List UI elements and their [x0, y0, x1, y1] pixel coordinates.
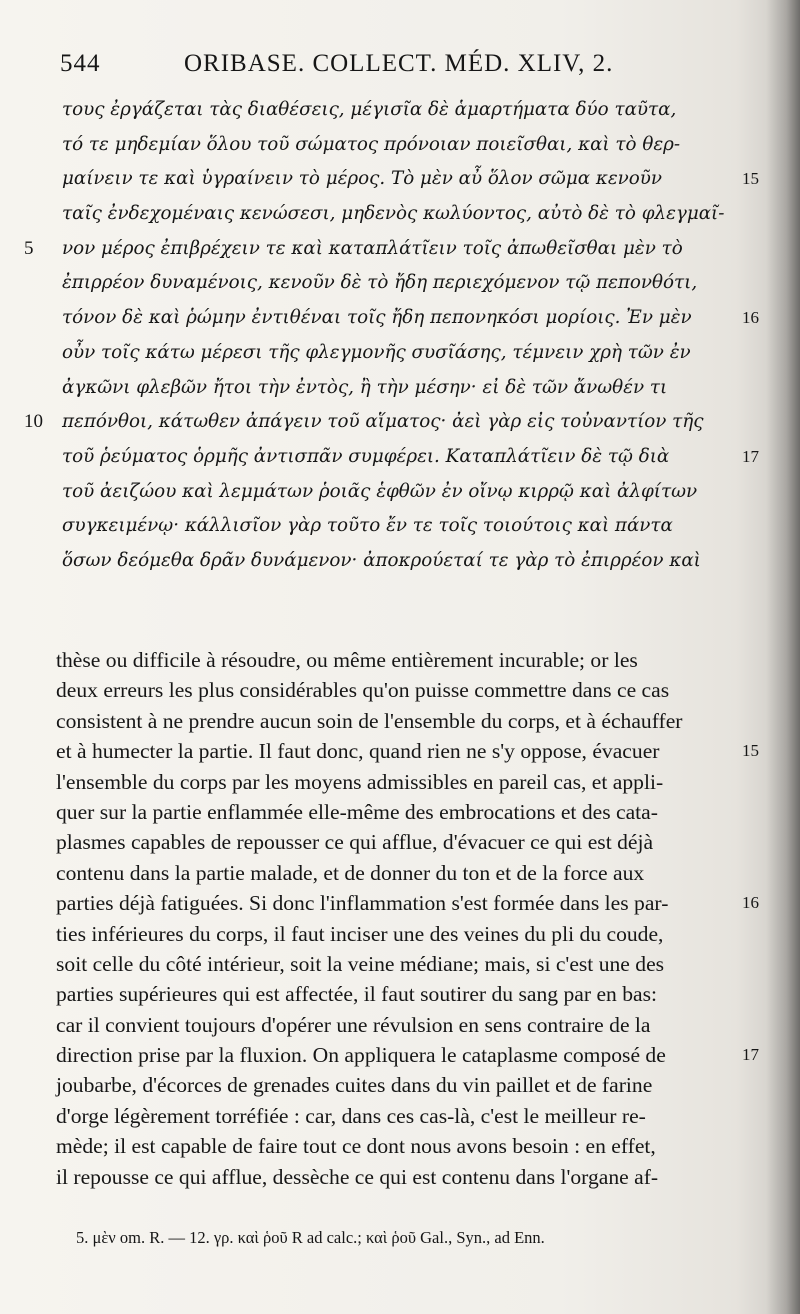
greek-line-text: μαίνειν τε καὶ ὑγραίνειν τὸ μέρος. Τὸ μὲν αὖ ὅλον σῶμα κενοῦν [62, 168, 662, 190]
french-line-text: direction prise par la fluxion. On appliquera le cataplasme composé de [56, 1043, 666, 1068]
french-line-text: contenu dans la partie malade, et de donner du ton et de la force aux [56, 860, 645, 885]
french-line-text: mède; il est capable de faire tout ce dont nous avons besoin : en effet, [56, 1134, 656, 1159]
french-line [0, 979, 800, 1009]
french-line [0, 919, 800, 949]
line-number: 5 [24, 237, 34, 259]
french-line-text: deux erreurs les plus considérables qu'on puisse commettre dans ce cas [56, 678, 670, 703]
french-line-text: car il convient toujours d'opérer une révulsion en sens contraire de la [56, 1012, 651, 1037]
french-line [0, 827, 800, 857]
french-line [0, 767, 800, 797]
greek-line [0, 266, 800, 301]
french-line [0, 1131, 800, 1161]
greek-text-block [0, 93, 800, 579]
running-title: ORIBASE. COLLECT. MÉD. XLIV, 2. [184, 50, 614, 77]
greek-line [0, 509, 800, 544]
greek-line-text: ταῖς ἐνδεχομέναις κενώσεσι, μηδενὸς κωλύοντος, αὐτὸ δὲ τὸ φλεγμαῖ- [62, 203, 725, 225]
french-line [0, 736, 800, 766]
french-line [0, 888, 800, 918]
page-number: 544 [60, 50, 101, 77]
french-line-text: quer sur la partie enflammée elle-même des embrocations et des cata- [56, 799, 658, 824]
french-line [0, 1162, 800, 1192]
greek-line-text: τους ἐργάζεται τὰς διαθέσεις, μέγισῖα δὲ ἁμαρτήματα δύο ταῦτα, [62, 99, 677, 120]
french-line-text: d'orge légèrement torréfiée : car, dans ces cas-là, c'est le meilleur re- [56, 1103, 646, 1128]
greek-line [0, 93, 800, 128]
french-line-text: thèse ou difficile à résoudre, ou même entièrement incurable; or les [56, 648, 638, 672]
french-line-text: il repousse ce qui afflue, dessèche ce qui est contenu dans l'organe af- [56, 1164, 659, 1189]
french-line-text: soit celle du côté intérieur, soit la veine médiane; mais, si c'est une des [56, 951, 665, 976]
greek-line [0, 544, 800, 579]
french-line [0, 1010, 800, 1040]
greek-line-text: τόνον δὲ καὶ ῥώμην ἐντιθέναι τοῖς ἤδη πεπονηκόσι μορίοις. Ἐν μὲν [62, 307, 692, 329]
footnote: 5. μὲν om. R. — 12. γρ. καὶ ῥοῦ R ad calc.; καὶ ῥοῦ Gal., Syn., ad Enn. [76, 1228, 545, 1247]
french-line-text: ties inférieures du corps, il faut inciser une des veines du pli du coude, [56, 921, 664, 946]
french-line-text: parties déjà fatiguées. Si donc l'inflammation s'est formée dans les par- [56, 891, 669, 916]
french-translation-block [0, 645, 800, 1192]
greek-line [0, 301, 800, 336]
greek-line [0, 475, 800, 510]
greek-line [0, 336, 800, 371]
greek-line-text: οὖν τοῖς κάτω μέρεσι τῆς φλεγμονῆς συσῖάσης, τέμνειν χρὴ τῶν ἐν [62, 341, 691, 363]
running-head [60, 50, 760, 80]
french-line [0, 706, 800, 736]
french-line [0, 949, 800, 979]
french-line [0, 1101, 800, 1131]
french-line [0, 645, 800, 675]
margin-section-number: 17 [742, 1045, 759, 1065]
french-line [0, 797, 800, 827]
greek-line-text: τοῦ ῥεύματος ὁρμῆς ἀντισπᾶν συμφέρει. Καταπλάτῖειν δὲ τῷ διὰ [62, 445, 670, 467]
greek-line-text: συγκειμένῳ· κάλλισῖον γὰρ τοῦτο ἔν τε τοῖς τοιούτοις καὶ πάντα [62, 515, 673, 537]
greek-line [0, 162, 800, 197]
margin-section-number: 16 [742, 308, 759, 328]
greek-line-text: πεπόνθοι, κάτωθεν ἀπάγειν τοῦ αἵματος· ἀεὶ γὰρ εἰς τοὐναντίον τῆς [62, 411, 704, 433]
margin-section-number: 17 [742, 446, 759, 466]
french-line-text: consistent à ne prendre aucun soin de l'ensemble du corps, et à échauffer [56, 708, 683, 733]
french-line [0, 858, 800, 888]
french-line-text: parties supérieures qui est affectée, il faut soutirer du sang par en bas: [56, 982, 658, 1007]
margin-section-number: 16 [742, 893, 759, 913]
french-line-text: joubarbe, d'écorces de grenades cuites dans du vin paillet et de farine [56, 1073, 653, 1098]
margin-section-number: 15 [742, 741, 759, 761]
greek-line-text: ἀγκῶνι φλεβῶν ἤτοι τὴν ἐντὸς, ἢ τὴν μέσην· εἰ δὲ τῶν ἄνωθέν τι [62, 376, 668, 398]
french-line-text: l'ensemble du corps par les moyens admissibles en pareil cas, et appli- [56, 769, 664, 794]
greek-line-text: τοῦ ἀειζώου καὶ λεμμάτων ῥοιᾶς ἑφθῶν ἐν οἴνῳ κιρρῷ καὶ ἀλφίτων [62, 480, 698, 502]
greek-line [0, 232, 800, 267]
greek-line [0, 197, 800, 232]
greek-line [0, 371, 800, 406]
margin-section-number: 15 [742, 169, 759, 189]
greek-line-text: ἐπιρρέον δυναμένοις, κενοῦν δὲ τὸ ἤδη περιεχόμενον τῷ πεπονθότι, [62, 272, 698, 294]
french-line [0, 1070, 800, 1100]
greek-line-text: τό τε μηδεμίαν ὅλου τοῦ σώματος πρόνοιαν ποιεῖσθαι, καὶ τὸ θερ- [62, 133, 681, 155]
french-line-text: et à humecter la partie. Il faut donc, quand rien ne s'y oppose, évacuer [56, 739, 660, 764]
greek-line-text: νον μέρος ἐπιβρέχειν τε καὶ καταπλάτῖειν τοῖς ἀπωθεῖσθαι μὲν τὸ [62, 237, 683, 259]
greek-line [0, 405, 800, 440]
greek-line-text: ὅσων δεόμεθα δρᾶν δυνάμενον· ἀποκρούεταί τε γὰρ τὸ ἐπιρρέον καὶ [62, 549, 701, 571]
french-line [0, 675, 800, 705]
line-number: 10 [24, 411, 43, 433]
greek-line [0, 128, 800, 163]
french-line [0, 1040, 800, 1070]
greek-line [0, 440, 800, 475]
french-line-text: plasmes capables de repousser ce qui afflue, d'évacuer ce qui est déjà [56, 830, 654, 855]
